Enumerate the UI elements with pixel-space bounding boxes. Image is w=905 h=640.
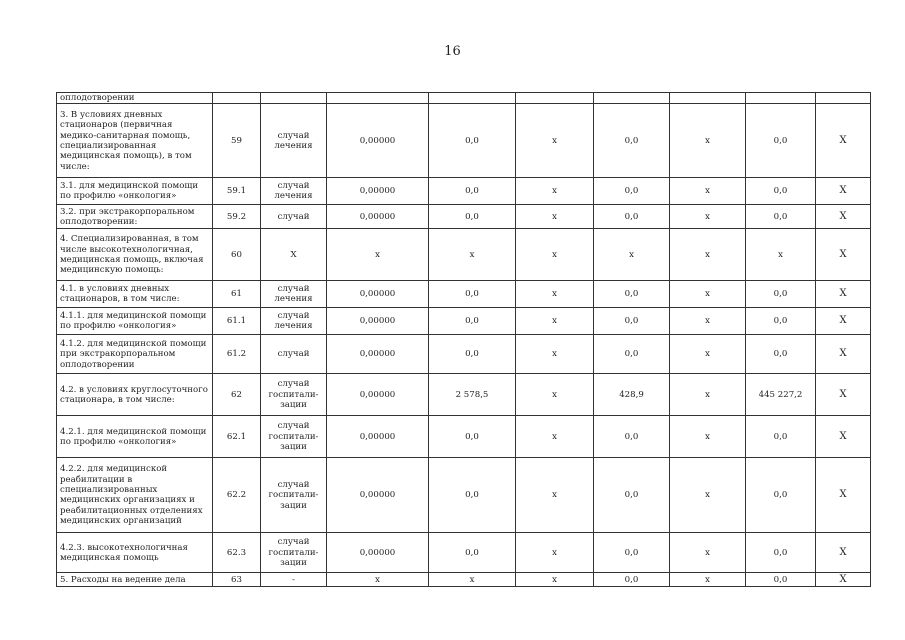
table-row <box>57 416 871 458</box>
row-name: 4.2.1. для медицинской помощи по профилю «онкология» <box>57 416 213 458</box>
row-value-5: х <box>670 416 746 458</box>
row-value-2: 0,0 <box>429 281 516 308</box>
row-value-6 <box>746 93 816 104</box>
row-value-4: 0,0 <box>594 416 670 458</box>
row-unit: случай лечения <box>261 104 327 178</box>
row-value-5: х <box>670 335 746 374</box>
row-unit: случай <box>261 335 327 374</box>
row-value-2: 0,0 <box>429 308 516 335</box>
row-value-1: 0,00000 <box>327 104 429 178</box>
row-value-7: Х <box>816 229 871 281</box>
table-row <box>57 281 871 308</box>
row-value-4: 428,9 <box>594 374 670 416</box>
row-value-5: х <box>670 308 746 335</box>
row-value-3: х <box>516 335 594 374</box>
row-code: 63 <box>213 573 261 587</box>
row-value-3: х <box>516 308 594 335</box>
row-value-7: Х <box>816 205 871 229</box>
row-unit <box>261 93 327 104</box>
row-value-5: х <box>670 104 746 178</box>
row-value-6: 0,0 <box>746 335 816 374</box>
row-value-4: х <box>594 229 670 281</box>
row-name: 3.2. при экстракорпоральном оплодотворении: <box>57 205 213 229</box>
row-name: 5. Расходы на ведение дела <box>57 573 213 587</box>
row-value-7: Х <box>816 416 871 458</box>
row-code: 62 <box>213 374 261 416</box>
row-value-2: 2 578,5 <box>429 374 516 416</box>
row-name: 3. В условиях дневных стационаров (первичная медико-санитарная помощь, специализированная медицинская помощь), в том числе: <box>57 104 213 178</box>
row-value-2: 0,0 <box>429 335 516 374</box>
row-value-5: х <box>670 178 746 205</box>
row-value-7: Х <box>816 335 871 374</box>
row-value-6: 0,0 <box>746 533 816 573</box>
table-row <box>57 374 871 416</box>
row-value-4: 0,0 <box>594 458 670 533</box>
row-value-4: 0,0 <box>594 308 670 335</box>
page-number: 16 <box>444 44 461 59</box>
row-value-6: 0,0 <box>746 458 816 533</box>
row-name: 4.2.2. для медицинской реабилитации в специализированных медицинских организациях и реабилитационных отделениях медицинских организаций <box>57 458 213 533</box>
row-unit: случай госпитали-зации <box>261 416 327 458</box>
row-value-1: 0,00000 <box>327 205 429 229</box>
table-row <box>57 573 871 587</box>
row-unit: - <box>261 573 327 587</box>
row-value-1: 0,00000 <box>327 374 429 416</box>
row-value-6: 0,0 <box>746 178 816 205</box>
row-value-2: х <box>429 573 516 587</box>
row-value-2: 0,0 <box>429 104 516 178</box>
row-unit: случай госпитали-зации <box>261 458 327 533</box>
row-name: 3.1. для медицинской помощи по профилю «онкология» <box>57 178 213 205</box>
row-unit: случай лечения <box>261 281 327 308</box>
row-value-7: Х <box>816 308 871 335</box>
row-value-7: Х <box>816 374 871 416</box>
row-value-1 <box>327 93 429 104</box>
row-unit: случай госпитали-зации <box>261 374 327 416</box>
row-value-2: 0,0 <box>429 533 516 573</box>
row-name: 4.2.3. высокотехнологичная медицинская помощь <box>57 533 213 573</box>
row-code: 61 <box>213 281 261 308</box>
row-value-3: х <box>516 205 594 229</box>
row-code: 62.1 <box>213 416 261 458</box>
row-unit: случай лечения <box>261 178 327 205</box>
row-value-2: 0,0 <box>429 205 516 229</box>
row-value-5: х <box>670 281 746 308</box>
row-value-3: х <box>516 416 594 458</box>
row-unit: случай <box>261 205 327 229</box>
row-value-3: х <box>516 533 594 573</box>
table-row <box>57 458 871 533</box>
row-value-6: 445 227,2 <box>746 374 816 416</box>
row-value-1: 0,00000 <box>327 281 429 308</box>
row-name: 4.1. в условиях дневных стационаров, в том числе: <box>57 281 213 308</box>
row-value-3: х <box>516 104 594 178</box>
row-value-5: х <box>670 573 746 587</box>
row-value-4: 0,0 <box>594 178 670 205</box>
row-value-1: х <box>327 573 429 587</box>
row-value-2: 0,0 <box>429 178 516 205</box>
row-unit: случай госпитали-зации <box>261 533 327 573</box>
row-value-4: 0,0 <box>594 533 670 573</box>
row-value-7: Х <box>816 104 871 178</box>
row-code: 59.2 <box>213 205 261 229</box>
row-code <box>213 93 261 104</box>
row-value-6: 0,0 <box>746 416 816 458</box>
row-value-7: Х <box>816 573 871 587</box>
row-value-4: 0,0 <box>594 205 670 229</box>
row-value-1: х <box>327 229 429 281</box>
row-value-6: 0,0 <box>746 573 816 587</box>
row-code: 62.3 <box>213 533 261 573</box>
row-name: 4.2. в условиях круглосуточного стационара, в том числе: <box>57 374 213 416</box>
row-value-5: х <box>670 458 746 533</box>
row-value-7 <box>816 93 871 104</box>
row-value-5: х <box>670 205 746 229</box>
table-row <box>57 178 871 205</box>
row-value-2 <box>429 93 516 104</box>
table-row <box>57 229 871 281</box>
row-code: 59 <box>213 104 261 178</box>
row-value-6: 0,0 <box>746 205 816 229</box>
row-value-3: х <box>516 229 594 281</box>
row-value-6: 0,0 <box>746 281 816 308</box>
row-value-6: 0,0 <box>746 308 816 335</box>
row-unit: случай лечения <box>261 308 327 335</box>
row-name: 4. Специализированная, в том числе высокотехнологичная, медицинская помощь, включая медицинскую помощь: <box>57 229 213 281</box>
row-value-1: 0,00000 <box>327 416 429 458</box>
row-value-5 <box>670 93 746 104</box>
row-value-4 <box>594 93 670 104</box>
row-value-7: Х <box>816 178 871 205</box>
row-code: 61.2 <box>213 335 261 374</box>
row-value-4: 0,0 <box>594 281 670 308</box>
row-value-5: х <box>670 229 746 281</box>
row-value-3: х <box>516 281 594 308</box>
row-value-6: 0,0 <box>746 104 816 178</box>
table-row <box>57 205 871 229</box>
row-value-3: х <box>516 573 594 587</box>
row-value-1: 0,00000 <box>327 335 429 374</box>
row-name: оплодотворении <box>57 93 213 104</box>
data-table <box>56 92 871 587</box>
table-row <box>57 93 871 104</box>
row-value-2: 0,0 <box>429 416 516 458</box>
row-value-3: х <box>516 458 594 533</box>
row-code: 61.1 <box>213 308 261 335</box>
row-code: 59.1 <box>213 178 261 205</box>
row-value-2: 0,0 <box>429 458 516 533</box>
row-value-4: 0,0 <box>594 573 670 587</box>
table-row <box>57 335 871 374</box>
table-row <box>57 104 871 178</box>
row-code: 62.2 <box>213 458 261 533</box>
row-value-3: х <box>516 178 594 205</box>
row-value-3 <box>516 93 594 104</box>
row-value-4: 0,0 <box>594 335 670 374</box>
row-value-1: 0,00000 <box>327 458 429 533</box>
row-value-7: Х <box>816 533 871 573</box>
table-row <box>57 308 871 335</box>
row-value-1: 0,00000 <box>327 308 429 335</box>
row-value-3: х <box>516 374 594 416</box>
row-code: 60 <box>213 229 261 281</box>
row-value-2: х <box>429 229 516 281</box>
row-value-7: Х <box>816 458 871 533</box>
row-name: 4.1.2. для медицинской помощи при экстракорпоральном оплодотворении <box>57 335 213 374</box>
row-value-5: х <box>670 374 746 416</box>
row-value-7: Х <box>816 281 871 308</box>
row-value-1: 0,00000 <box>327 178 429 205</box>
row-value-1: 0,00000 <box>327 533 429 573</box>
row-value-6: х <box>746 229 816 281</box>
table-row <box>57 533 871 573</box>
row-name: 4.1.1. для медицинской помощи по профилю «онкология» <box>57 308 213 335</box>
row-value-5: х <box>670 533 746 573</box>
row-unit: Х <box>261 229 327 281</box>
row-value-4: 0,0 <box>594 104 670 178</box>
